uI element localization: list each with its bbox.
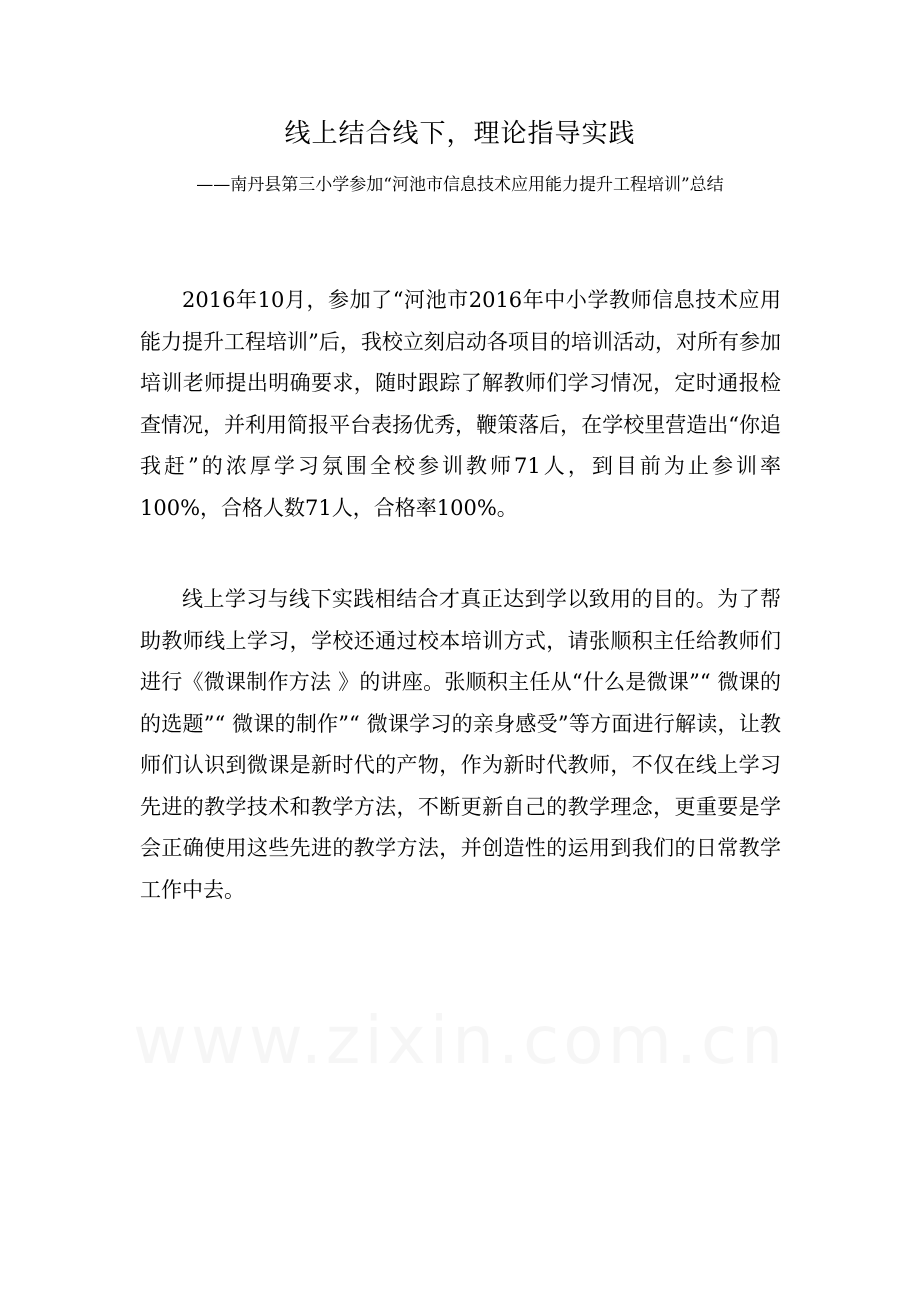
watermark-text	[0, 1002, 920, 1079]
document-title: 线上结合线下，理论指导实践	[284, 119, 636, 149]
paragraph-1: 2016年10月，参加了“河池市2016年中小学教师信息技术应用能力提升工程培训”后，我校立刻启动各项目的培训活动，对所有参加培训老师提出明确要求，随时跟踪了解教师们学习情况，定时通报检查情况，并利用简报平台表扬优秀，鞭策落后，在学校里营造出“你追我赶”的浓厚学习氛围全校参训教师71人，到目前为止参训率100%，合格人数71人，合格率100%。	[140, 288, 781, 520]
paragraph-2: 线上学习与线下实践相结合才真正达到学以致用的目的。为了帮助教师线上学习，学校还通过校本培训方式，请张顺积主任给教师们进行《微课制作方法 》的讲座。张顺积主任从“什么是微课”“ 微课的的选题”“ 微课的制作”“ 微课学习的亲身感受”等方面进行解读，让教师们认识到微课是新时代的产物，作为新时代教师，不仅在线上学习先进的教学技术和教学方法，不断更新自己的教学理念，更重要是学会正确使用这些先进的教学方法，并创造性的运用到我们的日常教学工作中去。	[140, 587, 781, 902]
document-subtitle: ——南丹县第三小学参加“河池市信息技术应用能力提升工程培训”总结	[196, 175, 724, 195]
